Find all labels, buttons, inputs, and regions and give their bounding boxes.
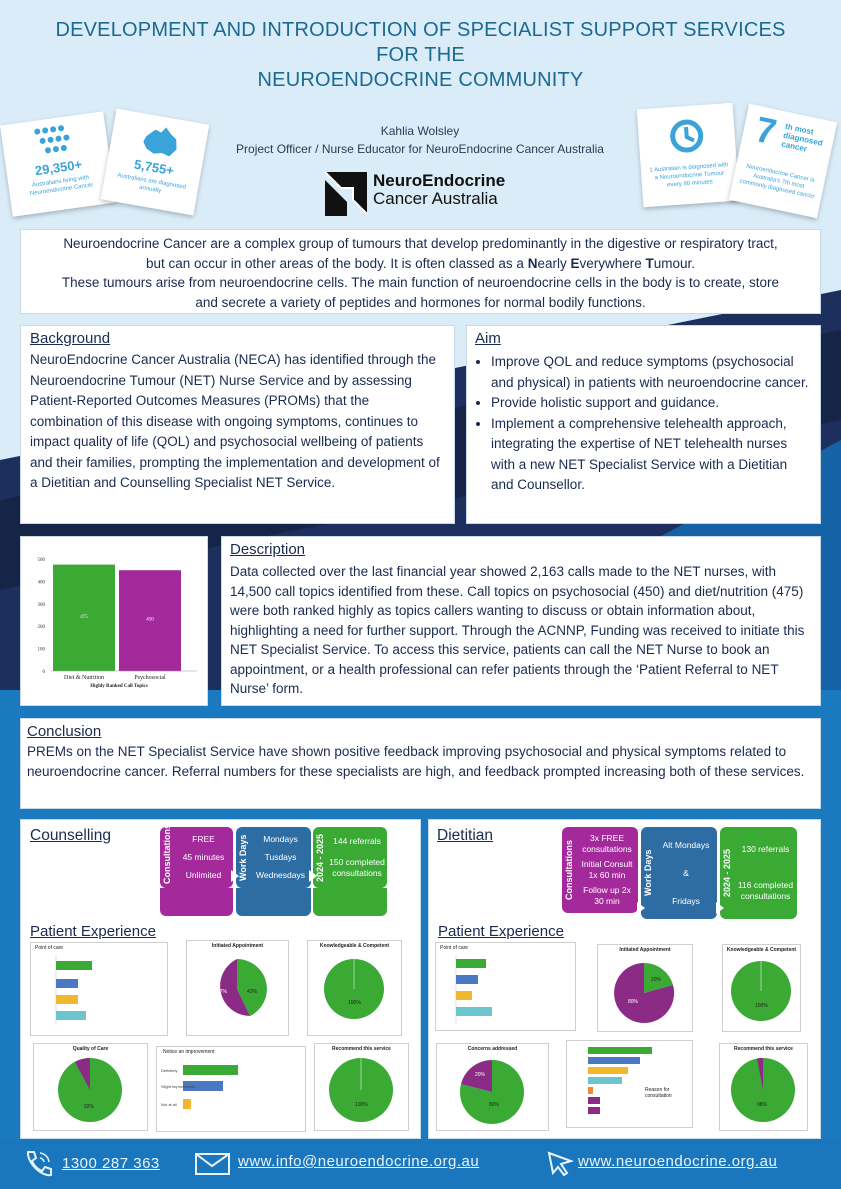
counselling-quality-of-care-chart: Quality of Care 92% xyxy=(33,1043,148,1131)
counselling-notice-improvement-chart: Notice an improvement Definitely Slight improvement Not at all xyxy=(156,1046,306,1132)
arrow-icon xyxy=(637,902,645,914)
y-tick-label: 100 xyxy=(37,647,45,653)
background-text: NeuroEndocrine Cancer Australia (NECA) has identified through the Neuroendocrine Tumour (NET) Nurse Service and by assessing Patient-Reported Outcomes Measures (PROMs) that the combination of this disease with ongoing symptoms, continues to impact quality of life (QOL) and psychosocial wellbeing of patients and their families, prompting the implementation and development of a Dietitian and Counselling Specialist NET Service. xyxy=(30,352,440,490)
dietitian-workdays-tile: Work Days Alt Mondays & Fridays xyxy=(641,827,717,919)
description-heading: Description xyxy=(230,541,306,558)
australia-map-icon xyxy=(137,121,182,161)
aim-item: • Provide holistic support and guidance. xyxy=(491,393,812,414)
dietitian-consultations-tile: Consultations 3x FREE consultations Initial Consult 1x 60 min Follow up 2x 30 min xyxy=(562,827,638,913)
bar-value-label: 450 xyxy=(146,617,154,623)
dietitian-knowledgeable-chart: Knowledgeable & Competent 100% xyxy=(722,944,801,1032)
envelope-icon xyxy=(194,1151,232,1177)
svg-text:57%: 57% xyxy=(217,989,228,995)
y-tick-label: 0 xyxy=(42,670,45,675)
y-tick-label: 200 xyxy=(37,625,45,631)
arrow-icon xyxy=(309,870,317,882)
svg-text:20%: 20% xyxy=(651,977,662,983)
counselling-consultations-tile: Consultations FREE 45 minutes Unlimited xyxy=(160,827,233,888)
conclusion-text: PREMs on the NET Specialist Service have shown positive feedback improving psychosocial and physical symptoms related to neuroendocrine cancer. Referral numbers for these specialists are high, and feedback prompted increasing both of these services. xyxy=(27,744,805,779)
arrow-icon xyxy=(231,870,239,882)
people-icon xyxy=(31,122,76,163)
dietitian-patient-experience: Patient Experience xyxy=(438,923,564,940)
author-name: Kahlia Wolsley xyxy=(380,124,460,138)
intro-box: Neuroendocrine Cancer are a complex group of tumours that develop predominantly in the digestive or respiratory tract, but can occur in other areas of the body. It is often classed as a Nearly Everywhere Tumour. These tumours arise from neuroendocrine cells. The main function of neuroendocrine cells in the body is to create, store and secrete a variety of peptides and hormones for normal bodily functions. xyxy=(20,229,821,314)
y-tick-label: 300 xyxy=(37,602,45,608)
aim-section xyxy=(466,325,821,524)
dietitian-stats-tile: 2024 - 2025 130 referrals 116 completed consultations xyxy=(720,827,797,919)
phone-icon xyxy=(22,1148,54,1180)
counselling-point-of-care-chart: Point of care xyxy=(30,942,168,1036)
svg-text:Not at all: Not at all xyxy=(161,1102,177,1107)
aim-list xyxy=(475,352,812,496)
aim-item: • Improve QOL and reduce symptoms (psychosocial and physical) in patients with neuroendocrine cancer. xyxy=(491,352,812,393)
background-heading: Background xyxy=(30,330,111,347)
clock-icon xyxy=(665,115,708,158)
background-section xyxy=(20,325,455,524)
description-section xyxy=(221,536,821,706)
x-category-label: Diet & Nutrition xyxy=(64,675,104,681)
x-category-label: Psychosocial xyxy=(134,675,166,681)
poster-title: DEVELOPMENT AND INTRODUCTION OF SPECIALIST SUPPORT SERVICES FOR THE NEUROENDOCRINE COMMUNITY xyxy=(55,19,786,91)
email-link[interactable]: www.info@neuroendocrine.org.au xyxy=(238,1153,480,1170)
y-tick-label: 500 xyxy=(37,558,45,563)
author-role: Project Officer / Nurse Educator for NeuroEndocrine Cancer Australia xyxy=(236,142,604,156)
counselling-initiated-appointment-chart: Initiated Appointment 43% 57% xyxy=(186,940,289,1036)
svg-text:20%: 20% xyxy=(475,1072,486,1078)
svg-text:80%: 80% xyxy=(628,999,639,1005)
phone-link[interactable]: 1300 287 363 xyxy=(62,1155,160,1172)
svg-text:100%: 100% xyxy=(755,1003,768,1009)
dietitian-point-of-care-chart: Point of care xyxy=(435,942,576,1031)
stat-card-living: 29,350+ Australians living with Neuroendocrine Cancer xyxy=(0,111,116,217)
svg-text:92%: 92% xyxy=(84,1104,95,1110)
dietitian-recommend-chart: Recommend this service 98% xyxy=(719,1043,808,1131)
author-block xyxy=(200,122,640,158)
website-link[interactable]: www.neuroendocrine.org.au xyxy=(578,1153,778,1170)
conclusion-section xyxy=(20,718,821,809)
counselling-tile-tails xyxy=(160,888,387,916)
dietitian-reason-chart: Reason for consultation xyxy=(566,1040,693,1128)
stat-card-seventh: 7 th most diagnosed cancer Neuroendocrine Cancer is Australia's 7th most commonly diagnosed cancer xyxy=(729,104,837,219)
svg-text:100%: 100% xyxy=(348,1000,361,1006)
logo-mark-icon xyxy=(323,170,369,218)
svg-text:Slight improvement: Slight improvement xyxy=(161,1084,196,1089)
svg-text:80%: 80% xyxy=(489,1102,500,1108)
svg-text:Definitely: Definitely xyxy=(161,1068,178,1073)
neca-logo: NeuroEndocrine Cancer Australia xyxy=(323,170,523,220)
stat-card-diagnosed: 5,755+ Australians are diagnosed annually xyxy=(101,109,210,216)
aim-heading: Aim xyxy=(475,330,501,347)
conclusion-heading: Conclusion xyxy=(27,723,102,740)
counselling-knowledgeable-chart: Knowledgeable & Competent 100% xyxy=(307,940,402,1036)
aim-item: • Implement a comprehensive telehealth approach, integrating the expertise of NET telehealth nurses with a new NET Specialist Service with a Dietitian and Counsellor. xyxy=(491,414,812,496)
counselling-patient-experience: Patient Experience xyxy=(30,923,156,940)
svg-text:98%: 98% xyxy=(757,1102,768,1108)
cursor-icon xyxy=(545,1149,575,1179)
bar-value-label: 475 xyxy=(80,614,88,620)
counselling-workdays-tile: Work Days Mondays Tusdays Wednesdays xyxy=(236,827,311,888)
stat-card-every-90-min: 1 Australian is diagnosed with a Neuroendocrine Tumour every 90 minutes xyxy=(637,103,740,207)
svg-text:43%: 43% xyxy=(247,989,258,995)
call-topics-chart xyxy=(20,536,208,706)
dietitian-concerns-chart: Concerns addressed 20% 80% xyxy=(436,1043,549,1131)
dietitian-heading: Dietitian xyxy=(437,827,493,844)
x-axis-label: Highly Ranked Call Topics xyxy=(90,684,148,689)
counselling-heading: Counselling xyxy=(30,827,111,844)
dietitian-initiated-appointment-chart: Initiated Appointment 20% 80% xyxy=(597,944,693,1032)
counselling-stats-tile: 2024 - 2025 144 referrals 150 completed consultations xyxy=(313,827,387,888)
description-text: Data collected over the last financial year showed 2,163 calls made to the NET nurses, with 14,500 call topics identified from these. Call topics on psychosocial (450) and diet/nutrition (475) were both ranked highly as topics callers wanting to discuss or obtain information about, highlighting a need for further support. Through the ACNNP, Funding was received to initiate this NET Specialist Service. To access this service, patients can call the NET Nurse to book an appointment, or a health professional can refer patients through the ‘Patient Referral to NET Nurse’ form. xyxy=(230,564,805,696)
svg-text:100%: 100% xyxy=(355,1102,368,1108)
y-tick-label: 400 xyxy=(37,580,45,586)
arrow-icon xyxy=(716,902,724,914)
counselling-recommend-chart: Recommend this service 100% xyxy=(314,1043,409,1131)
